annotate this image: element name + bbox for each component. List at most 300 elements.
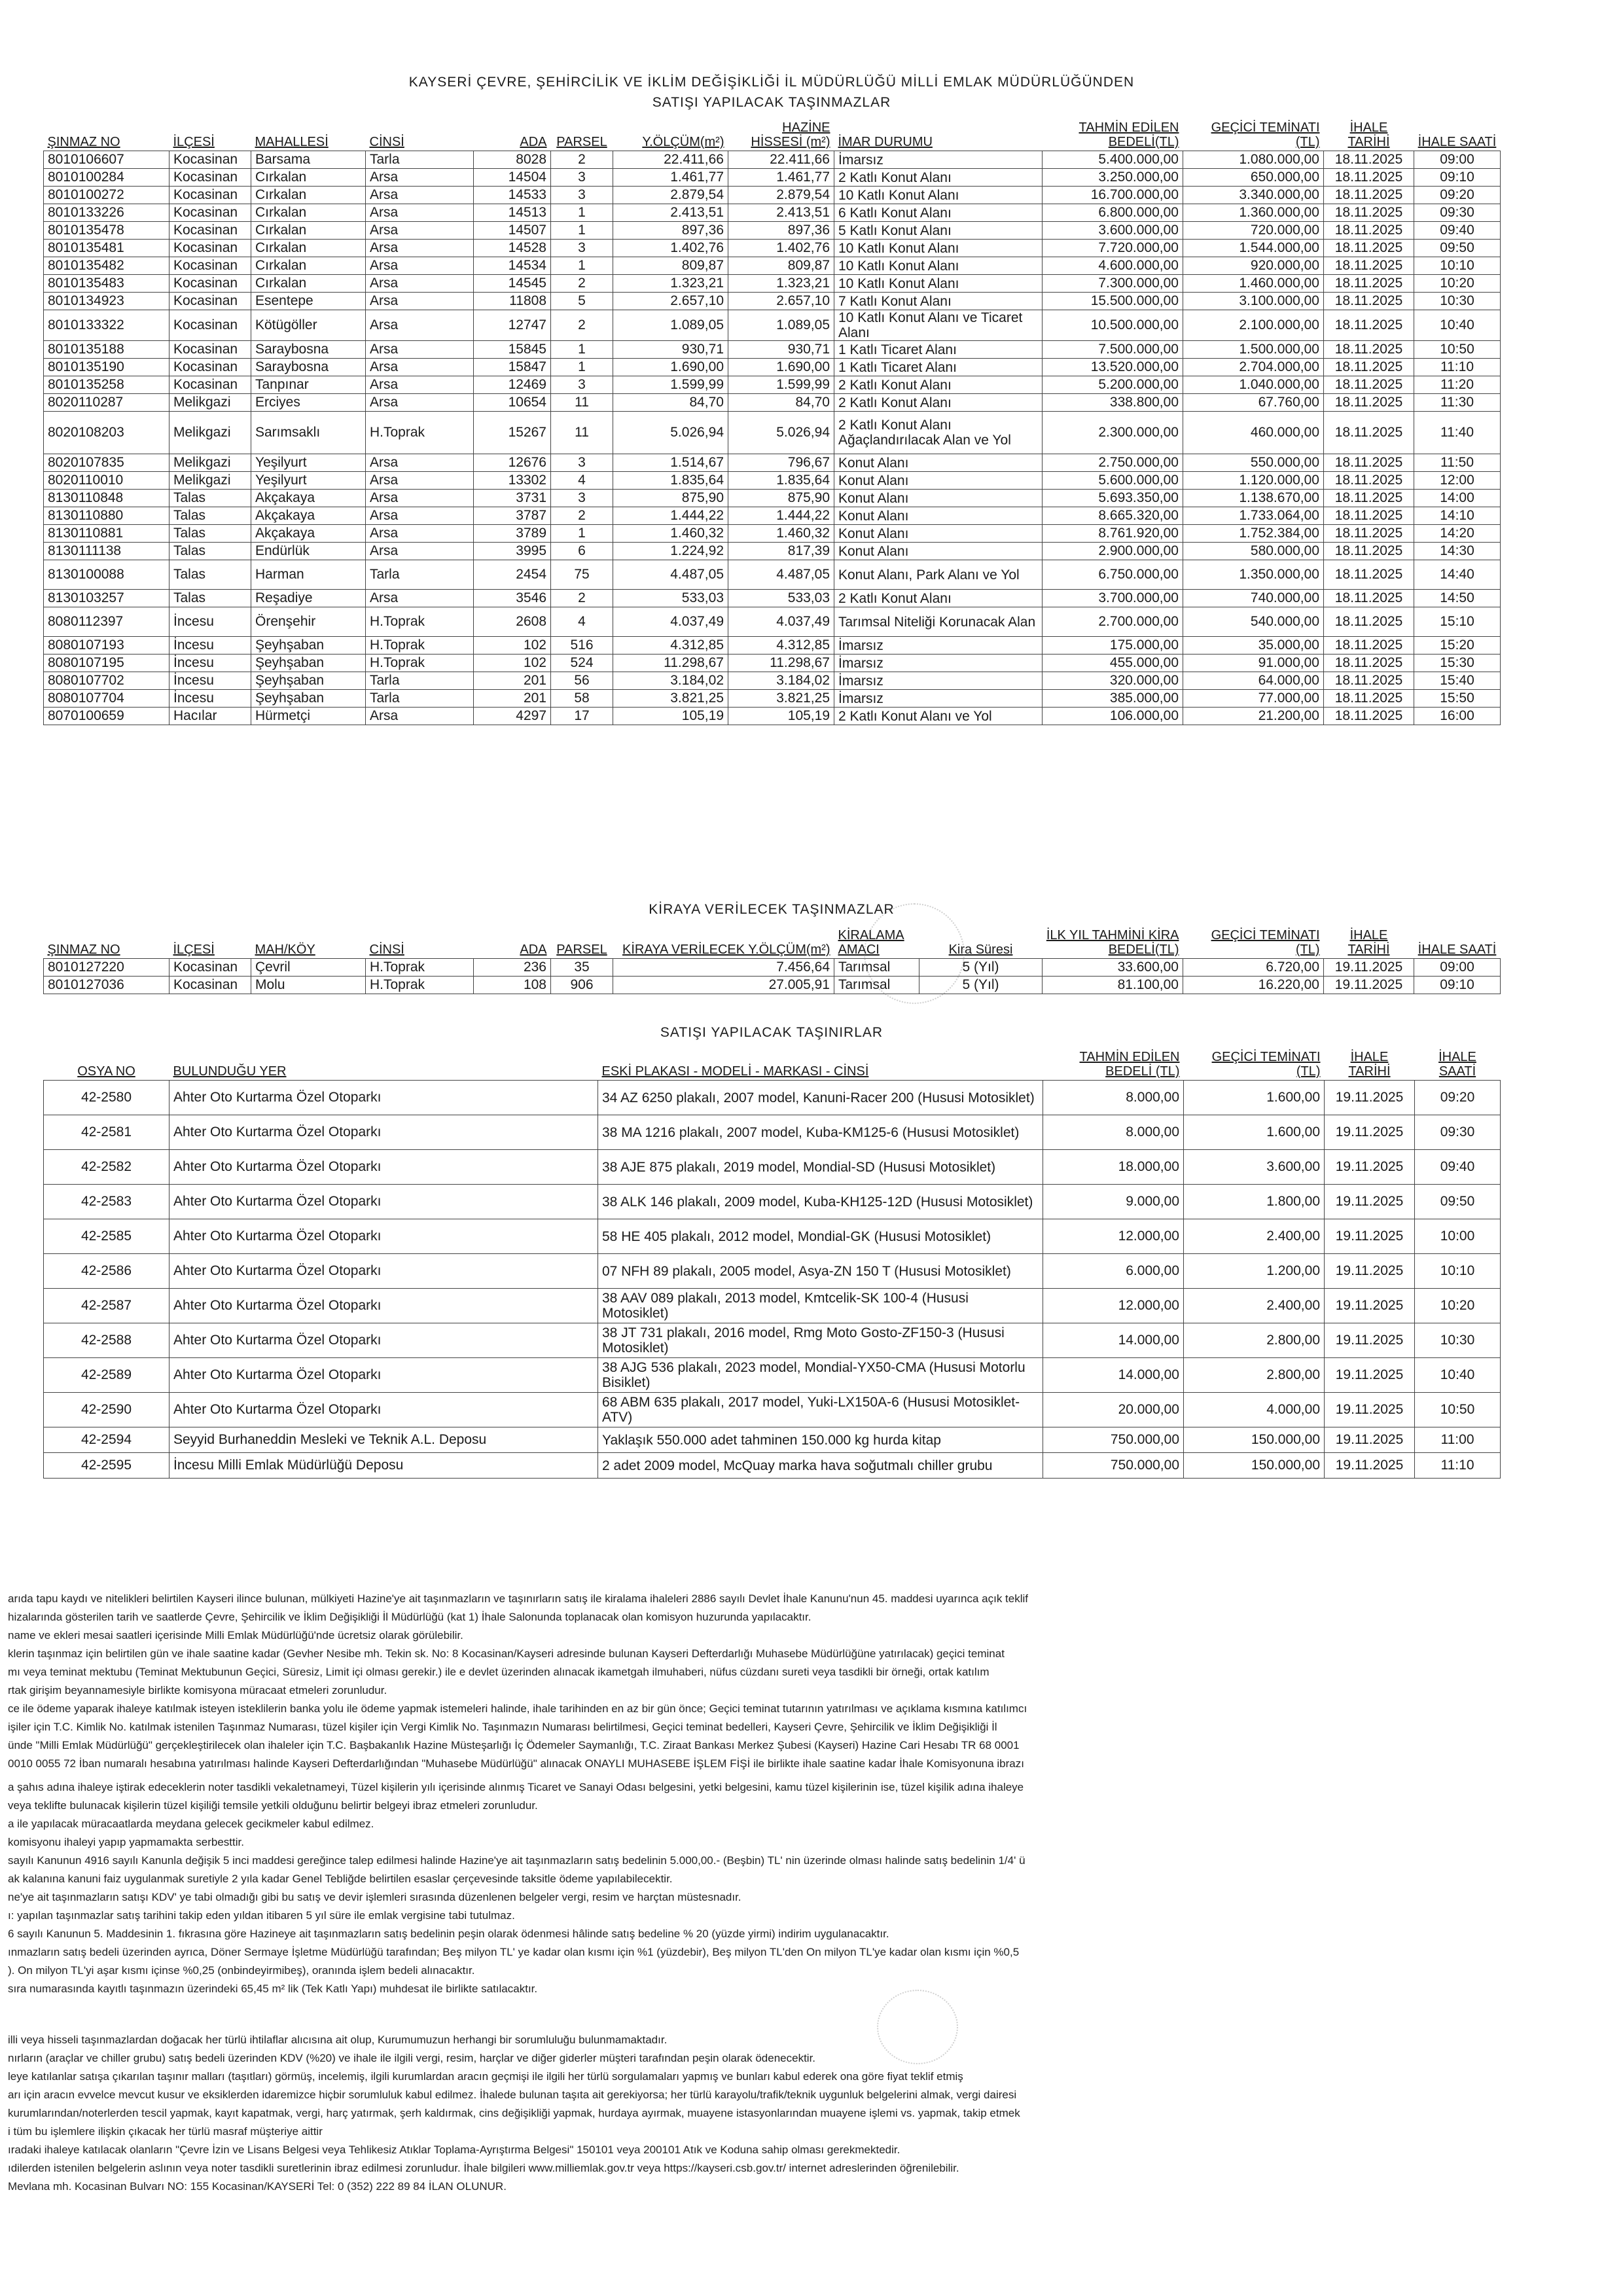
- sale-row: [44, 275, 1501, 293]
- sale-cell: Sarımsaklı: [251, 412, 366, 454]
- rent-table: [43, 919, 1501, 994]
- sale-cell: 15847: [474, 359, 551, 376]
- sale-cell: 3: [551, 454, 613, 472]
- sale-cell: 1.323,21: [613, 275, 728, 293]
- official-stamp: [864, 903, 965, 1004]
- sale-header-cell: ADA: [474, 111, 551, 151]
- sale-cell: 18.11.2025: [1324, 708, 1414, 725]
- movable-cell: 12.000,00: [1043, 1219, 1184, 1254]
- movable-cell: 42-2580: [44, 1081, 169, 1115]
- sale-cell: 77.000,00: [1183, 690, 1324, 708]
- sale-cell: Kocasinan: [169, 169, 251, 187]
- note-line: ıdilerden istenilen belgelerin aslının veya noter tasdikli suretlerinin ibraz edilmesi zorunludur. İhale bilgileri www.milliemlak.gov.tr veya https://kayseri.csb.gov.tr/ internet adreslerinden öğrenilebilir.: [8, 2162, 959, 2174]
- sale-cell: 455.000,00: [1043, 655, 1183, 672]
- sale-section-title: SATIŞI YAPILACAK TAŞINMAZLAR: [652, 95, 891, 110]
- movable-cell: Ahter Oto Kurtarma Özel Otoparkı: [169, 1219, 598, 1254]
- sale-row: [44, 257, 1501, 275]
- sale-cell: 2.704.000,00: [1183, 359, 1324, 376]
- rent-header-cell: KİRAYA VERİLECEK Y.ÖLÇÜM(m²): [613, 919, 834, 959]
- sale-row: [44, 507, 1501, 525]
- sale-cell: 16:00: [1414, 708, 1501, 725]
- rent-header-cell: MAH/KÖY: [251, 919, 366, 959]
- sale-header-cell: CİNSİ: [366, 111, 474, 151]
- rent-cell: 09:10: [1414, 977, 1501, 994]
- movable-cell: 68 ABM 635 plakalı, 2017 model, Yuki-LX150A-6 (Hususi Motosiklet-ATV): [598, 1393, 1043, 1427]
- rent-cell: H.Toprak: [366, 977, 474, 994]
- sale-cell: 3787: [474, 507, 551, 525]
- sale-cell: Örenşehir: [251, 607, 366, 637]
- sale-cell: 720.000,00: [1183, 222, 1324, 240]
- sale-cell: H.Toprak: [366, 412, 474, 454]
- sale-cell: 533,03: [613, 590, 728, 607]
- sale-cell: 7 Katlı Konut Alanı: [834, 293, 1043, 310]
- movable-header-cell: ESKİ PLAKASI - MODELİ - MARKASI - CİNSİ: [598, 1041, 1043, 1081]
- sale-header-row: [44, 111, 1501, 151]
- sale-cell: 320.000,00: [1043, 672, 1183, 690]
- sale-cell: 6 Katlı Konut Alanı: [834, 204, 1043, 222]
- movable-cell: 14.000,00: [1043, 1358, 1184, 1393]
- sale-cell: 2 Katlı Konut Alanı: [834, 169, 1043, 187]
- sale-cell: 35.000,00: [1183, 637, 1324, 655]
- sale-header-cell: PARSEL: [551, 111, 613, 151]
- sale-row: [44, 310, 1501, 341]
- sale-cell: 8010106607: [44, 151, 169, 169]
- sale-cell: Akçakaya: [251, 490, 366, 507]
- conditions-notes: [8, 1592, 1493, 2198]
- rent-header-cell: İHALE SAATİ: [1414, 919, 1501, 959]
- sale-cell: 13.520.000,00: [1043, 359, 1183, 376]
- sale-cell: 4: [551, 472, 613, 490]
- sale-cell: 8.761.920,00: [1043, 525, 1183, 543]
- sale-cell: 09:20: [1414, 187, 1501, 204]
- movable-cell: 07 NFH 89 plakalı, 2005 model, Asya-ZN 150 T (Hususi Motosiklet): [598, 1254, 1043, 1289]
- sale-cell: 3546: [474, 590, 551, 607]
- sale-cell: Arsa: [366, 257, 474, 275]
- sale-cell: 21.200,00: [1183, 708, 1324, 725]
- sale-cell: 385.000,00: [1043, 690, 1183, 708]
- sale-cell: 18.11.2025: [1324, 257, 1414, 275]
- sale-cell: 1.752.384,00: [1183, 525, 1324, 543]
- movable-cell: 42-2594: [44, 1427, 169, 1453]
- sale-cell: Konut Alanı: [834, 525, 1043, 543]
- sale-cell: Kocasinan: [169, 257, 251, 275]
- sale-cell: Tarımsal Niteliği Korunacak Alan: [834, 607, 1043, 637]
- sale-cell: 10:50: [1414, 341, 1501, 359]
- sale-cell: 809,87: [728, 257, 834, 275]
- movable-cell: Ahter Oto Kurtarma Özel Otoparkı: [169, 1289, 598, 1323]
- movable-cell: 38 JT 731 plakalı, 2016 model, Rmg Moto Gosto-ZF150-3 (Hususi Motosiklet): [598, 1323, 1043, 1358]
- sale-cell: 201: [474, 690, 551, 708]
- note-line: Mevlana mh. Kocasinan Bulvarı NO: 155 Kocasinan/KAYSERİ Tel: 0 (352) 222 89 84 İLAN OLUNUR.: [8, 2180, 507, 2193]
- movable-row: [44, 1150, 1501, 1185]
- movable-cell: 10:20: [1415, 1289, 1501, 1323]
- sale-cell: 875,90: [613, 490, 728, 507]
- sale-cell: 18.11.2025: [1324, 690, 1414, 708]
- sale-cell: 5.026,94: [728, 412, 834, 454]
- sale-cell: 15:40: [1414, 672, 1501, 690]
- sale-cell: 67.760,00: [1183, 394, 1324, 412]
- sale-cell: 18.11.2025: [1324, 472, 1414, 490]
- sale-cell: 18.11.2025: [1324, 151, 1414, 169]
- sale-cell: 18.11.2025: [1324, 293, 1414, 310]
- sale-cell: Arsa: [366, 275, 474, 293]
- movable-cell: 1.600,00: [1184, 1081, 1325, 1115]
- sale-cell: 460.000,00: [1183, 412, 1324, 454]
- note-line: ıradaki ihaleye katılacak olanların "Çevre İzin ve Lisans Belgesi veya Tehlikesiz Atıklar Toplama-Ayrıştırma Belgesi" 150101 veya 200101 Atık ve Koduna sahip olması gerekmektedir.: [8, 2144, 901, 2156]
- sale-cell: Kocasinan: [169, 293, 251, 310]
- sale-cell: 1: [551, 204, 613, 222]
- sale-cell: 105,19: [613, 708, 728, 725]
- movable-cell: 58 HE 405 plakalı, 2012 model, Mondial-GK (Hususi Motosiklet): [598, 1219, 1043, 1254]
- sale-cell: 1.138.670,00: [1183, 490, 1324, 507]
- movable-cell: Ahter Oto Kurtarma Özel Otoparkı: [169, 1254, 598, 1289]
- sale-cell: 1: [551, 222, 613, 240]
- sale-cell: H.Toprak: [366, 655, 474, 672]
- sale-cell: Arsa: [366, 543, 474, 560]
- movable-cell: 11:10: [1415, 1453, 1501, 1479]
- sale-cell: 09:30: [1414, 204, 1501, 222]
- sale-cell: 1.444,22: [613, 507, 728, 525]
- sale-cell: Cırkalan: [251, 240, 366, 257]
- movable-cell: 42-2585: [44, 1219, 169, 1254]
- sale-cell: 18.11.2025: [1324, 490, 1414, 507]
- movable-cell: 19.11.2025: [1325, 1219, 1415, 1254]
- sale-cell: 533,03: [728, 590, 834, 607]
- sale-cell: 18.11.2025: [1324, 543, 1414, 560]
- sale-cell: 11: [551, 394, 613, 412]
- sale-cell: Endürlük: [251, 543, 366, 560]
- rent-header-cell: CİNSİ: [366, 919, 474, 959]
- movable-cell: 2.400,00: [1184, 1289, 1325, 1323]
- sale-cell: 524: [551, 655, 613, 672]
- sale-row: [44, 672, 1501, 690]
- sale-cell: 2.413,51: [613, 204, 728, 222]
- sale-cell: 930,71: [728, 341, 834, 359]
- sale-cell: 7.500.000,00: [1043, 341, 1183, 359]
- movable-header-row: [44, 1041, 1501, 1081]
- sale-cell: 2 Katlı Konut Alanı: [834, 394, 1043, 412]
- sale-cell: 8020108203: [44, 412, 169, 454]
- sale-cell: Konut Alanı: [834, 472, 1043, 490]
- sale-cell: 1.460,32: [613, 525, 728, 543]
- note-line: veya teklifte bulunacak kişilerin tüzel kişiliği temsile yetkili olduğunu belirtir belgeyi ibraz etmeleri zorunludur.: [8, 1799, 538, 1812]
- sale-cell: 740.000,00: [1183, 590, 1324, 607]
- sale-cell: 2.413,51: [728, 204, 834, 222]
- rent-cell: Çevril: [251, 959, 366, 977]
- sale-cell: 897,36: [613, 222, 728, 240]
- rent-header-cell: PARSEL: [551, 919, 613, 959]
- movable-cell: 3.600,00: [1184, 1150, 1325, 1185]
- sale-cell: 09:00: [1414, 151, 1501, 169]
- sale-cell: Akçakaya: [251, 507, 366, 525]
- sale-cell: Arsa: [366, 708, 474, 725]
- sale-cell: 14533: [474, 187, 551, 204]
- sale-cell: 18.11.2025: [1324, 655, 1414, 672]
- note-line: işiler için T.C. Kimlik No. katılmak istenilen Taşınmaz Numarası, tüzel kişiler için Vergi Kimlik No. Taşınmazın Numarası belirtilmesi, Geçici teminat bedelleri, Kayseri Çevre, Şehircilik ve İklim Değişikliği İl: [8, 1721, 997, 1733]
- sale-cell: 1.360.000,00: [1183, 204, 1324, 222]
- rent-cell: 19.11.2025: [1324, 959, 1414, 977]
- sale-cell: 12469: [474, 376, 551, 394]
- note-line: mı veya teminat mektubu (Teminat Mektubunun Geçici, Süresiz, Limit içi olması gerekir.) ile e devlet üzerinden alınacak ikametgah ilmuhaberi, nüfus cüzdanı sureti veya tasdikli bir örneği, ortak katılım: [8, 1666, 990, 1678]
- sale-cell: 1 Katlı Ticaret Alanı: [834, 341, 1043, 359]
- sale-cell: 2: [551, 151, 613, 169]
- sale-cell: 14528: [474, 240, 551, 257]
- sale-cell: 75: [551, 560, 613, 590]
- sale-cell: 18.11.2025: [1324, 222, 1414, 240]
- sale-cell: 2: [551, 310, 613, 341]
- sale-cell: 8010133322: [44, 310, 169, 341]
- sale-cell: 102: [474, 655, 551, 672]
- sale-cell: 13302: [474, 472, 551, 490]
- sale-cell: 56: [551, 672, 613, 690]
- movable-cell: 38 ALK 146 plakalı, 2009 model, Kuba-KH125-12D (Hususi Motosiklet): [598, 1185, 1043, 1219]
- sale-cell: 09:10: [1414, 169, 1501, 187]
- sale-cell: 8130110848: [44, 490, 169, 507]
- sale-cell: Arsa: [366, 187, 474, 204]
- movable-cell: 19.11.2025: [1325, 1358, 1415, 1393]
- sale-cell: 84,70: [613, 394, 728, 412]
- sale-header-cell: İLÇESİ: [169, 111, 251, 151]
- sale-cell: 1.835,64: [613, 472, 728, 490]
- sale-cell: 2 Katlı Konut Alanı Ağaçlandırılacak Alan ve Yol: [834, 412, 1043, 454]
- sale-row: [44, 655, 1501, 672]
- sale-cell: Şeyhşaban: [251, 690, 366, 708]
- movable-cell: 2.800,00: [1184, 1358, 1325, 1393]
- sale-cell: 8010100284: [44, 169, 169, 187]
- sale-cell: 14534: [474, 257, 551, 275]
- movable-cell: 42-2589: [44, 1358, 169, 1393]
- sale-cell: 897,36: [728, 222, 834, 240]
- sale-cell: 10 Katlı Konut Alanı: [834, 187, 1043, 204]
- sale-cell: 5.600.000,00: [1043, 472, 1183, 490]
- sale-cell: 5.026,94: [613, 412, 728, 454]
- movable-cell: 2.400,00: [1184, 1219, 1325, 1254]
- sale-cell: Tanpınar: [251, 376, 366, 394]
- sale-cell: 2.657,10: [613, 293, 728, 310]
- note-line: ce ile ödeme yaparak ihaleye katılmak isteyen isteklilerin banka yolu ile ödeme yapmak istemeleri halinde, ihale tarihinden en az bir gün önce; Geçici teminat tutarının yatırılması ve açıklama kısmına katılımcı: [8, 1702, 1027, 1715]
- sale-cell: 2.657,10: [728, 293, 834, 310]
- movable-row: [44, 1289, 1501, 1323]
- sale-cell: Arsa: [366, 525, 474, 543]
- rent-cell: 09:00: [1414, 959, 1501, 977]
- sale-header-cell: GEÇİCİ TEMİNATI (TL): [1183, 111, 1324, 151]
- sale-cell: Barsama: [251, 151, 366, 169]
- sale-cell: 18.11.2025: [1324, 169, 1414, 187]
- sale-cell: 3789: [474, 525, 551, 543]
- sale-cell: Arsa: [366, 394, 474, 412]
- sale-cell: Arsa: [366, 240, 474, 257]
- sale-cell: 2: [551, 590, 613, 607]
- sale-cell: 5.400.000,00: [1043, 151, 1183, 169]
- movable-cell: 42-2590: [44, 1393, 169, 1427]
- sale-cell: 8130110880: [44, 507, 169, 525]
- sale-header-cell: İHALE SAATİ: [1414, 111, 1501, 151]
- rent-cell: 906: [551, 977, 613, 994]
- sale-cell: 1.120.000,00: [1183, 472, 1324, 490]
- note-line: ). On milyon TL'yi aşar kısmı içinse %0,25 (onbindeyirmibeş), oranında işlem bedeli alınacaktır.: [8, 1964, 475, 1977]
- movable-cell: 18.000,00: [1043, 1150, 1184, 1185]
- sale-cell: 1.080.000,00: [1183, 151, 1324, 169]
- sale-cell: 1 Katlı Ticaret Alanı: [834, 359, 1043, 376]
- sale-cell: 10654: [474, 394, 551, 412]
- sale-cell: 2: [551, 507, 613, 525]
- sale-row: [44, 151, 1501, 169]
- movable-cell: 9.000,00: [1043, 1185, 1184, 1219]
- sale-cell: 84,70: [728, 394, 834, 412]
- sale-cell: Talas: [169, 590, 251, 607]
- sale-cell: Tarla: [366, 560, 474, 590]
- sale-cell: 16.700.000,00: [1043, 187, 1183, 204]
- sale-cell: 10 Katlı Konut Alanı: [834, 275, 1043, 293]
- movable-cell: 14.000,00: [1043, 1323, 1184, 1358]
- sale-cell: Arsa: [366, 359, 474, 376]
- sale-cell: 10.500.000,00: [1043, 310, 1183, 341]
- sale-cell: 4.037,49: [613, 607, 728, 637]
- sale-cell: 18.11.2025: [1324, 275, 1414, 293]
- sale-cell: Arsa: [366, 341, 474, 359]
- sale-cell: Yeşilyurt: [251, 454, 366, 472]
- sale-row: [44, 293, 1501, 310]
- sale-cell: 10 Katlı Konut Alanı ve Ticaret Alanı: [834, 310, 1043, 341]
- sale-cell: Konut Alanı: [834, 543, 1043, 560]
- sale-cell: 2.700.000,00: [1043, 607, 1183, 637]
- sale-cell: İmarsız: [834, 672, 1043, 690]
- sale-cell: 12676: [474, 454, 551, 472]
- sale-cell: Kocasinan: [169, 151, 251, 169]
- sale-cell: 1.461,77: [613, 169, 728, 187]
- movable-cell: 19.11.2025: [1325, 1254, 1415, 1289]
- sale-cell: 8080107702: [44, 672, 169, 690]
- movable-cell: Ahter Oto Kurtarma Özel Otoparkı: [169, 1150, 598, 1185]
- movable-row: [44, 1427, 1501, 1453]
- sale-cell: 7.720.000,00: [1043, 240, 1183, 257]
- sale-cell: 875,90: [728, 490, 834, 507]
- sale-cell: 14:50: [1414, 590, 1501, 607]
- sale-cell: Arsa: [366, 490, 474, 507]
- movable-cell: 38 AJE 875 plakalı, 2019 model, Mondial-SD (Hususi Motosiklet): [598, 1150, 1043, 1185]
- rent-section-title: KİRAYA VERİLECEK TAŞINMAZLAR: [649, 902, 895, 917]
- note-line: a ile yapılacak müracaatlarda meydana gelecek gecikmeler kabul edilmez.: [8, 1818, 374, 1830]
- sale-cell: 1: [551, 341, 613, 359]
- movable-cell: 10:40: [1415, 1358, 1501, 1393]
- sale-cell: 1.350.000,00: [1183, 560, 1324, 590]
- sale-cell: Kocasinan: [169, 359, 251, 376]
- sale-cell: 1.323,21: [728, 275, 834, 293]
- sale-cell: Melikgazi: [169, 412, 251, 454]
- sale-cell: 6.750.000,00: [1043, 560, 1183, 590]
- sale-cell: 1.500.000,00: [1183, 341, 1324, 359]
- rent-cell: 19.11.2025: [1324, 977, 1414, 994]
- rent-header-cell: ADA: [474, 919, 551, 959]
- note-line: arı için aracın evvelce mevcut kusur ve eksiklerden idaremizce hiçbir sorumluluk kabul edilmez. İhalede bulunan taşıta ait gerekiyorsa; her türlü karayolu/trafik/teknik uygunluk belgelerini almak, vergi dairesi: [8, 2089, 1017, 2101]
- sale-cell: 1.514,67: [613, 454, 728, 472]
- movable-row: [44, 1219, 1501, 1254]
- sale-cell: 18.11.2025: [1324, 525, 1414, 543]
- movable-cell: 42-2588: [44, 1323, 169, 1358]
- sale-row: [44, 454, 1501, 472]
- movable-cell: Ahter Oto Kurtarma Özel Otoparkı: [169, 1358, 598, 1393]
- sale-cell: 1.460,32: [728, 525, 834, 543]
- sale-cell: Konut Alanı: [834, 507, 1043, 525]
- sale-cell: 91.000,00: [1183, 655, 1324, 672]
- note-line: ınmazların satış bedeli üzerinden ayrıca, Döner Sermaye İşletme Müdürlüğü tarafından; Beş milyon TL' ye kadar olan kısmı için %1 (yüzdebir), Beş milyon TL'den On milyon TL'ye kadar olan kısmı için %0,5: [8, 1946, 1020, 1958]
- rent-cell: Molu: [251, 977, 366, 994]
- movable-cell: 38 AJG 536 plakalı, 2023 model, Mondial-YX50-CMA (Hususi Motorlu Bisiklet): [598, 1358, 1043, 1393]
- sale-cell: 10:20: [1414, 275, 1501, 293]
- movable-row: [44, 1081, 1501, 1115]
- sale-cell: 14513: [474, 204, 551, 222]
- sale-row: [44, 637, 1501, 655]
- note-line: i tüm bu işlemlere ilişkin çıkacak her türlü masraf müşteriye aittir: [8, 2125, 323, 2138]
- sale-cell: 18.11.2025: [1324, 637, 1414, 655]
- movable-cell: 42-2586: [44, 1254, 169, 1289]
- note-line: sayılı Kanunun 4916 sayılı Kanunla değişik 5 inci maddesi gereğince talep edilmesi halinde Hazine'ye ait taşınmazların satış bedelinin 5.000,00.- (Beşbin) TL' nin üzerinde olması halinde satış bedelinin 1/4' ü: [8, 1854, 1026, 1867]
- sale-cell: 338.800,00: [1043, 394, 1183, 412]
- movable-cell: 34 AZ 6250 plakalı, 2007 model, Kanuni-Racer 200 (Hususi Motosiklet): [598, 1081, 1043, 1115]
- movable-cell: Ahter Oto Kurtarma Özel Otoparkı: [169, 1115, 598, 1150]
- sale-header-cell: TAHMİN EDİLEN BEDELİ(TL): [1043, 111, 1183, 151]
- sale-cell: 1.402,76: [613, 240, 728, 257]
- sale-cell: 3.250.000,00: [1043, 169, 1183, 187]
- sale-cell: 175.000,00: [1043, 637, 1183, 655]
- sale-cell: 1.461,77: [728, 169, 834, 187]
- sale-row: [44, 543, 1501, 560]
- movable-cell: 19.11.2025: [1325, 1081, 1415, 1115]
- sale-cell: 18.11.2025: [1324, 204, 1414, 222]
- sale-cell: 14:00: [1414, 490, 1501, 507]
- movable-cell: 4.000,00: [1184, 1393, 1325, 1427]
- sale-cell: 201: [474, 672, 551, 690]
- sale-cell: Kocasinan: [169, 187, 251, 204]
- sale-cell: Melikgazi: [169, 454, 251, 472]
- sale-cell: 4.312,85: [728, 637, 834, 655]
- sale-cell: Cırkalan: [251, 275, 366, 293]
- sale-cell: 7.300.000,00: [1043, 275, 1183, 293]
- sale-cell: Arsa: [366, 169, 474, 187]
- sale-cell: 516: [551, 637, 613, 655]
- sale-cell: 1.460.000,00: [1183, 275, 1324, 293]
- note-line: ünde "Milli Emlak Müdürlüğü" gerçekleştirilecek olan ihaleler için T.C. Başbakanlık Hazine Müsteşarlığı İç Ödemeler Saymanlığı, T.C. Ziraat Bankası Merkez Şubesi (Kayseri) Hazine Cari Hesabı TR 68 0001: [8, 1739, 1020, 1751]
- sale-cell: 14:40: [1414, 560, 1501, 590]
- sale-cell: 2.900.000,00: [1043, 543, 1183, 560]
- movable-cell: 10:50: [1415, 1393, 1501, 1427]
- sale-row: [44, 690, 1501, 708]
- sale-cell: Talas: [169, 525, 251, 543]
- sale-cell: 4.037,49: [728, 607, 834, 637]
- note-line: a şahıs adına ihaleye iştirak edeceklerin noter tasdikli vekaletnameyi, Tüzel kişilerin yılı içerisinde alınmış Ticaret ve Sanayi Odası belgesini, yetki belgesini, kamu tüzel kişilerinin ise, tüzel kişilik adına ihaleye: [8, 1781, 1024, 1793]
- note-line: ne'ye ait taşınmazların satışı KDV' ye tabi olmadığı gibi bu satış ve devir işlemleri sırasında düzenlenen belgeler vergi, resim ve harçtan müstesnadır.: [8, 1891, 741, 1903]
- sale-cell: Melikgazi: [169, 394, 251, 412]
- sale-row: [44, 472, 1501, 490]
- note-line: kurumlarından/noterlerden tescil yapmak, kayıt kapatmak, vergi, harç yatırmak, şerh kaldırmak, cins değişikliği yapmak, hurdaya ayırmak, muayene istasyonlarından muayene işlemi vs. yapmak, takip etmek: [8, 2107, 1020, 2119]
- sale-cell: 6.800.000,00: [1043, 204, 1183, 222]
- sale-header-cell: HAZİNE HİSSESİ (m²): [728, 111, 834, 151]
- sale-cell: 15:50: [1414, 690, 1501, 708]
- sale-cell: 11:20: [1414, 376, 1501, 394]
- rent-cell: 5 (Yıl): [919, 977, 1043, 994]
- sale-cell: 5: [551, 293, 613, 310]
- sale-cell: İmarsız: [834, 151, 1043, 169]
- sale-cell: 15:30: [1414, 655, 1501, 672]
- sale-cell: 18.11.2025: [1324, 507, 1414, 525]
- sale-cell: Konut Alanı, Park Alanı ve Yol: [834, 560, 1043, 590]
- sale-cell: 11:50: [1414, 454, 1501, 472]
- sale-cell: 106.000,00: [1043, 708, 1183, 725]
- sale-cell: 2.300.000,00: [1043, 412, 1183, 454]
- rent-header-cell: Kira Süresi: [919, 919, 1043, 959]
- rent-cell: Tarımsal: [834, 977, 919, 994]
- sale-cell: 3.100.000,00: [1183, 293, 1324, 310]
